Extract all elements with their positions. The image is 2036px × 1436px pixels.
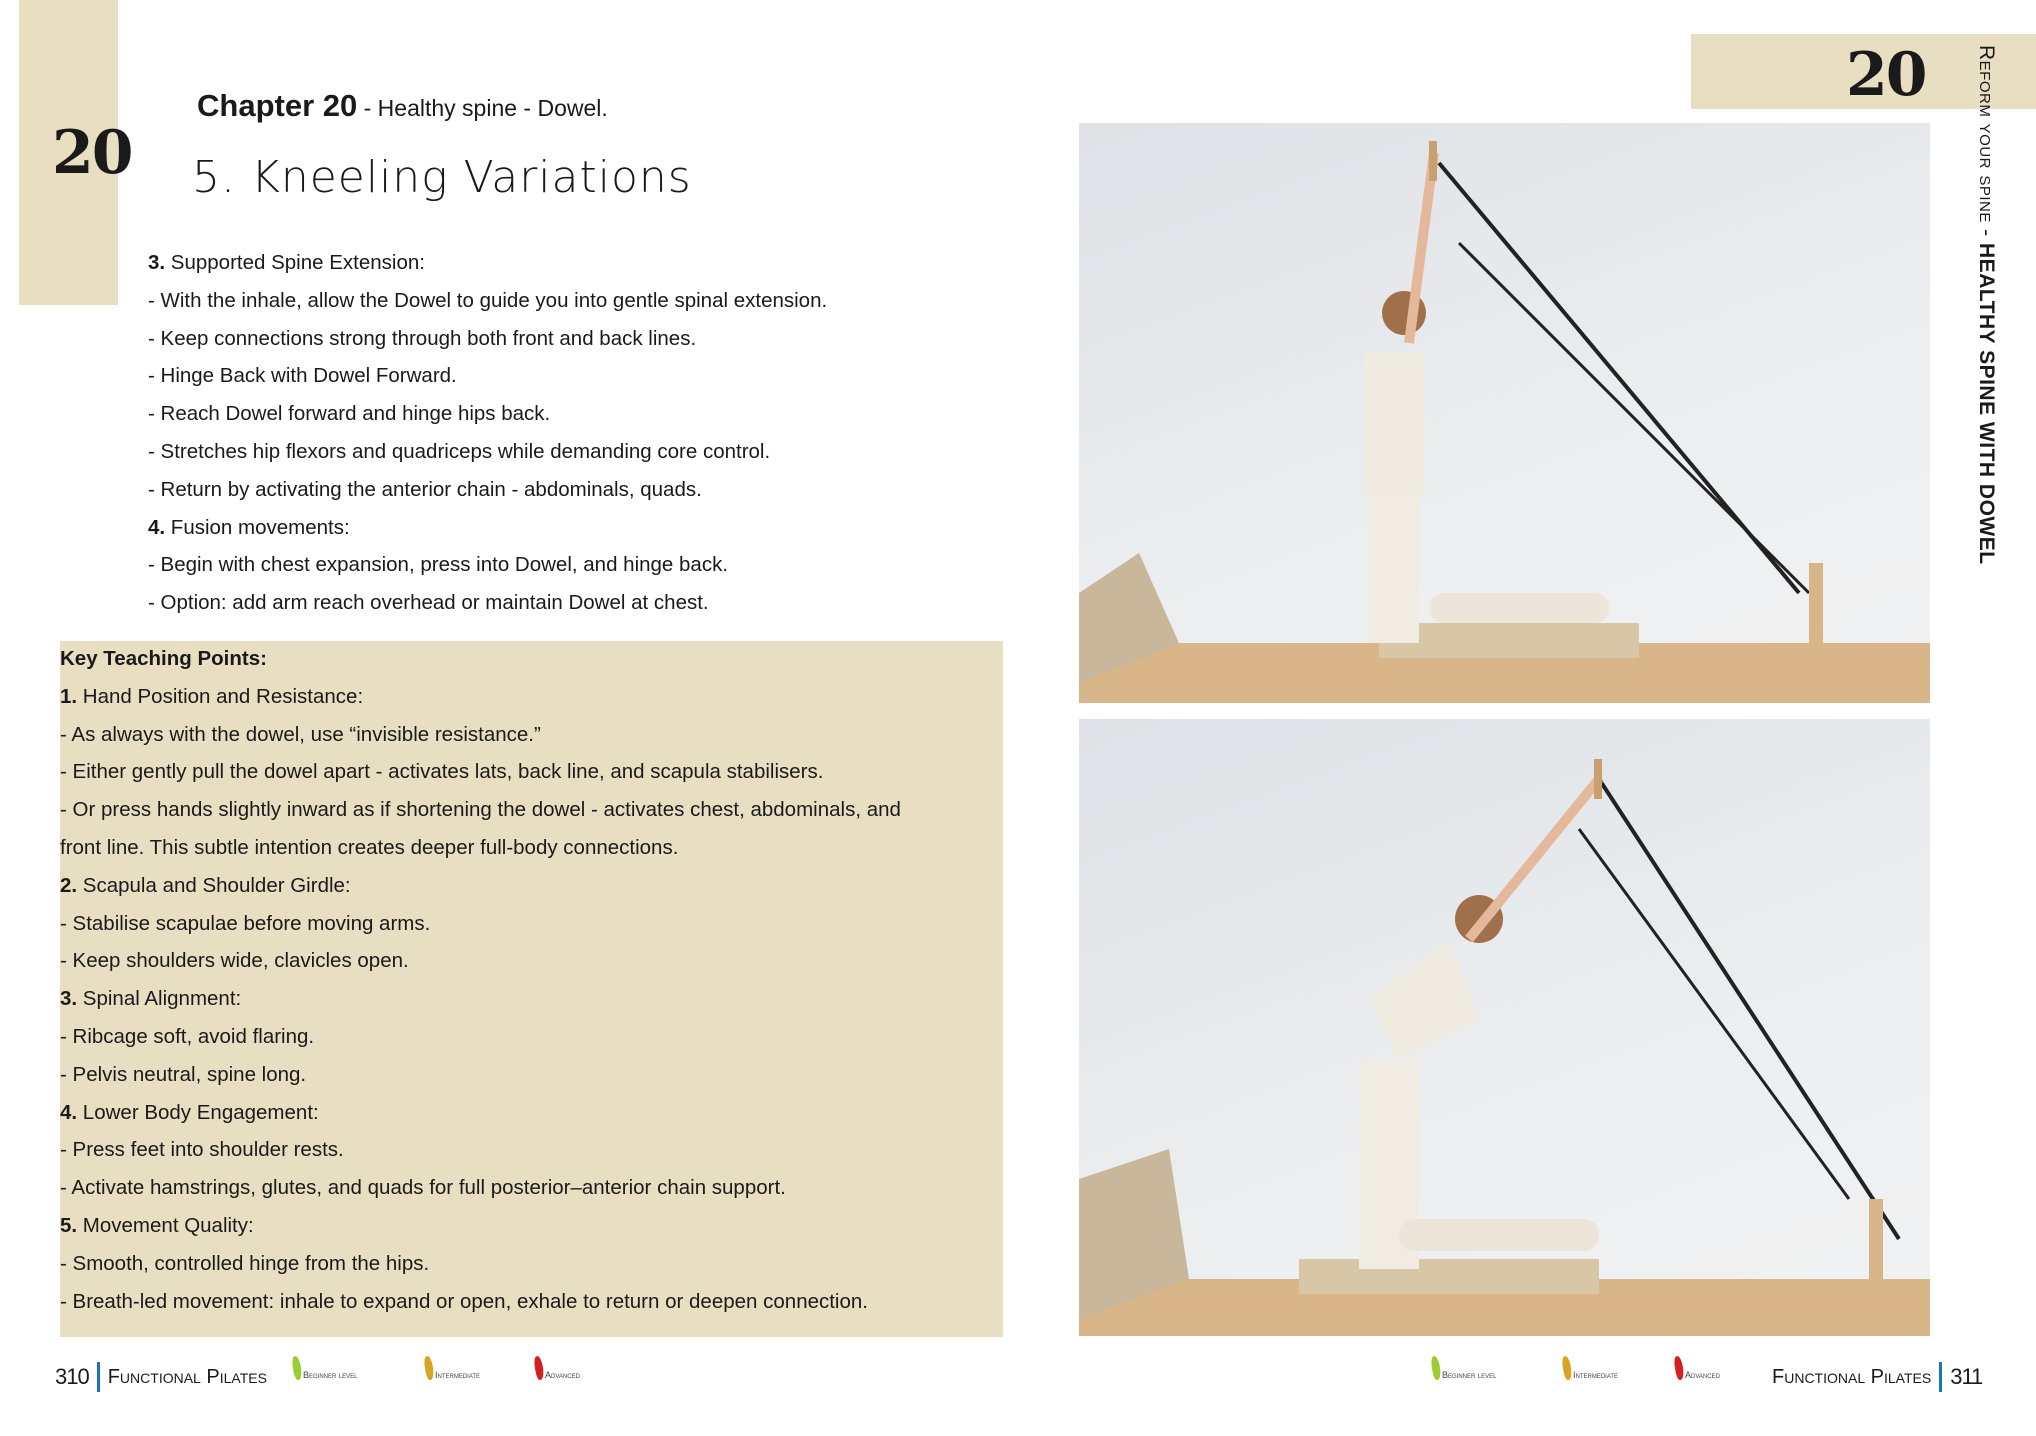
footer-left <box>55 1362 267 1392</box>
item-text: - Stretches hip flexors and quadriceps while demanding core control. <box>148 439 771 463</box>
level-legend-advanced <box>535 1356 580 1380</box>
item-text: - With the inhale, allow the Dowel to guide you into gentle spinal extension. <box>148 288 828 312</box>
list-line <box>60 942 901 980</box>
list-line <box>60 1245 901 1283</box>
item-text: - Reach Dowel forward and hinge hips back. <box>148 402 551 426</box>
list-line <box>60 867 901 905</box>
level-label: Beginner level <box>1442 1370 1497 1380</box>
chapter-heading <box>197 88 608 124</box>
item-text: - Ribcage soft, avoid flaring. <box>60 1024 315 1048</box>
list-line <box>60 678 901 716</box>
item-number: 1. <box>60 684 78 708</box>
list-line <box>60 1207 901 1245</box>
item-number: 2. <box>60 873 78 897</box>
chapter-number-right: 20 <box>1846 40 1926 110</box>
list-line <box>60 1283 901 1321</box>
list-line <box>60 1169 901 1207</box>
list-line <box>148 471 827 509</box>
chili-icon <box>291 1355 303 1380</box>
item-text: Hand Position and Resistance: <box>77 684 364 708</box>
item-text: - Pelvis neutral, spine long. <box>60 1062 307 1086</box>
list-line <box>148 395 827 433</box>
book-title: Functional Pilates <box>107 1365 267 1388</box>
list-line <box>60 980 901 1018</box>
item-text: - Breath-led movement: inhale to expand or open, exhale to return or deepen connection. <box>60 1289 868 1313</box>
item-text: front line. This subtle intention creates deeper full-body connections. <box>60 835 679 859</box>
list-line <box>60 753 901 791</box>
list-line <box>148 357 827 395</box>
list-line <box>148 282 827 320</box>
chapter-label: Chapter 20 <box>197 88 358 123</box>
page-number: 311 <box>1950 1364 1983 1389</box>
level-label: Intermediate <box>435 1370 481 1380</box>
item-text: - Begin with chest expansion, press into Dowel, and hinge back. <box>148 553 729 577</box>
item-text: Movement Quality: <box>77 1213 254 1237</box>
level-legend-intermediate <box>1563 1356 1618 1380</box>
book-title: Functional Pilates <box>1772 1365 1932 1388</box>
chapter-number: 20 <box>52 118 132 188</box>
item-text: - Press feet into shoulder rests. <box>60 1138 344 1162</box>
level-label: Intermediate <box>1573 1370 1619 1380</box>
level-legend-beginner-level <box>1432 1356 1497 1380</box>
running-title <box>1974 45 1998 565</box>
list-line <box>60 640 901 678</box>
section-title: 5. Kneeling Variations <box>192 152 692 203</box>
item-text: Supported Spine Extension: <box>165 251 425 274</box>
item-text: Scapula and Shoulder Girdle: <box>77 873 351 897</box>
footer-divider <box>1939 1362 1942 1392</box>
level-label: Advanced <box>1685 1370 1720 1380</box>
list-line <box>60 791 901 829</box>
level-legend-advanced <box>1675 1356 1720 1380</box>
list-line <box>60 905 901 943</box>
list-line <box>148 244 827 282</box>
item-number: 3. <box>60 987 78 1011</box>
item-text: - Hinge Back with Dowel Forward. <box>148 364 457 388</box>
item-text: - Return by activating the anterior chain - abdominals, quads. <box>148 477 702 501</box>
item-number: 5. <box>60 1213 78 1237</box>
level-label: Beginner level <box>303 1370 358 1380</box>
chili-icon <box>533 1355 545 1380</box>
chili-icon <box>423 1355 435 1380</box>
list-line <box>148 433 827 471</box>
item-text: Spinal Alignment: <box>77 987 242 1011</box>
chili-icon <box>1561 1355 1573 1380</box>
list-line <box>60 716 901 754</box>
list-line <box>148 546 827 584</box>
level-legend-intermediate <box>425 1356 480 1380</box>
steps-list <box>148 244 827 622</box>
list-line <box>148 320 827 358</box>
item-text: - Smooth, controlled hinge from the hips. <box>60 1251 430 1275</box>
list-line <box>148 584 827 622</box>
level-label: Advanced <box>545 1370 580 1380</box>
running-title-bold: HEALTHY SPINE WITH DOWEL <box>1975 243 1998 565</box>
chili-icon <box>1430 1355 1442 1380</box>
list-line <box>60 1131 901 1169</box>
footer-right <box>1772 1362 1982 1392</box>
item-text: - Activate hamstrings, glutes, and quads for full posterior–anterior chain support. <box>60 1176 786 1200</box>
list-line <box>60 1018 901 1056</box>
exercise-photo-extension <box>1079 719 1930 1336</box>
item-text: - Or press hands slightly inward as if shortening the dowel - activates chest, abdominals, and <box>60 798 901 822</box>
chapter-subtitle: - Healthy spine - Dowel. <box>357 95 608 121</box>
item-text: Lower Body Engagement: <box>77 1100 319 1124</box>
item-text: Fusion movements: <box>165 515 350 539</box>
item-text: - As always with the dowel, use “invisible resistance.” <box>60 722 541 746</box>
key-points-list <box>60 640 901 1320</box>
list-line <box>60 1056 901 1094</box>
list-line <box>60 829 901 867</box>
exercise-photo-upright <box>1079 123 1930 703</box>
item-text: - Keep shoulders wide, clavicles open. <box>60 949 409 973</box>
item-number: 3. <box>148 251 166 274</box>
item-text: - Option: add arm reach overhead or maintain Dowel at chest. <box>148 591 709 615</box>
running-title-light: Reform your spine - <box>1975 45 1998 244</box>
item-text: - Keep connections strong through both front and back lines. <box>148 326 697 350</box>
item-number: Key Teaching Points: <box>60 647 267 670</box>
item-text: - Either gently pull the dowel apart - activates lats, back line, and scapula stabilisers. <box>60 760 824 784</box>
item-number: 4. <box>148 515 166 539</box>
list-line <box>148 509 827 547</box>
chili-icon <box>1673 1355 1685 1380</box>
item-text: - Stabilise scapulae before moving arms. <box>60 911 431 935</box>
list-line <box>60 1094 901 1132</box>
page-number: 310 <box>55 1364 89 1389</box>
level-legend-beginner-level <box>293 1356 358 1380</box>
item-number: 4. <box>60 1100 78 1124</box>
footer-divider <box>97 1362 100 1392</box>
